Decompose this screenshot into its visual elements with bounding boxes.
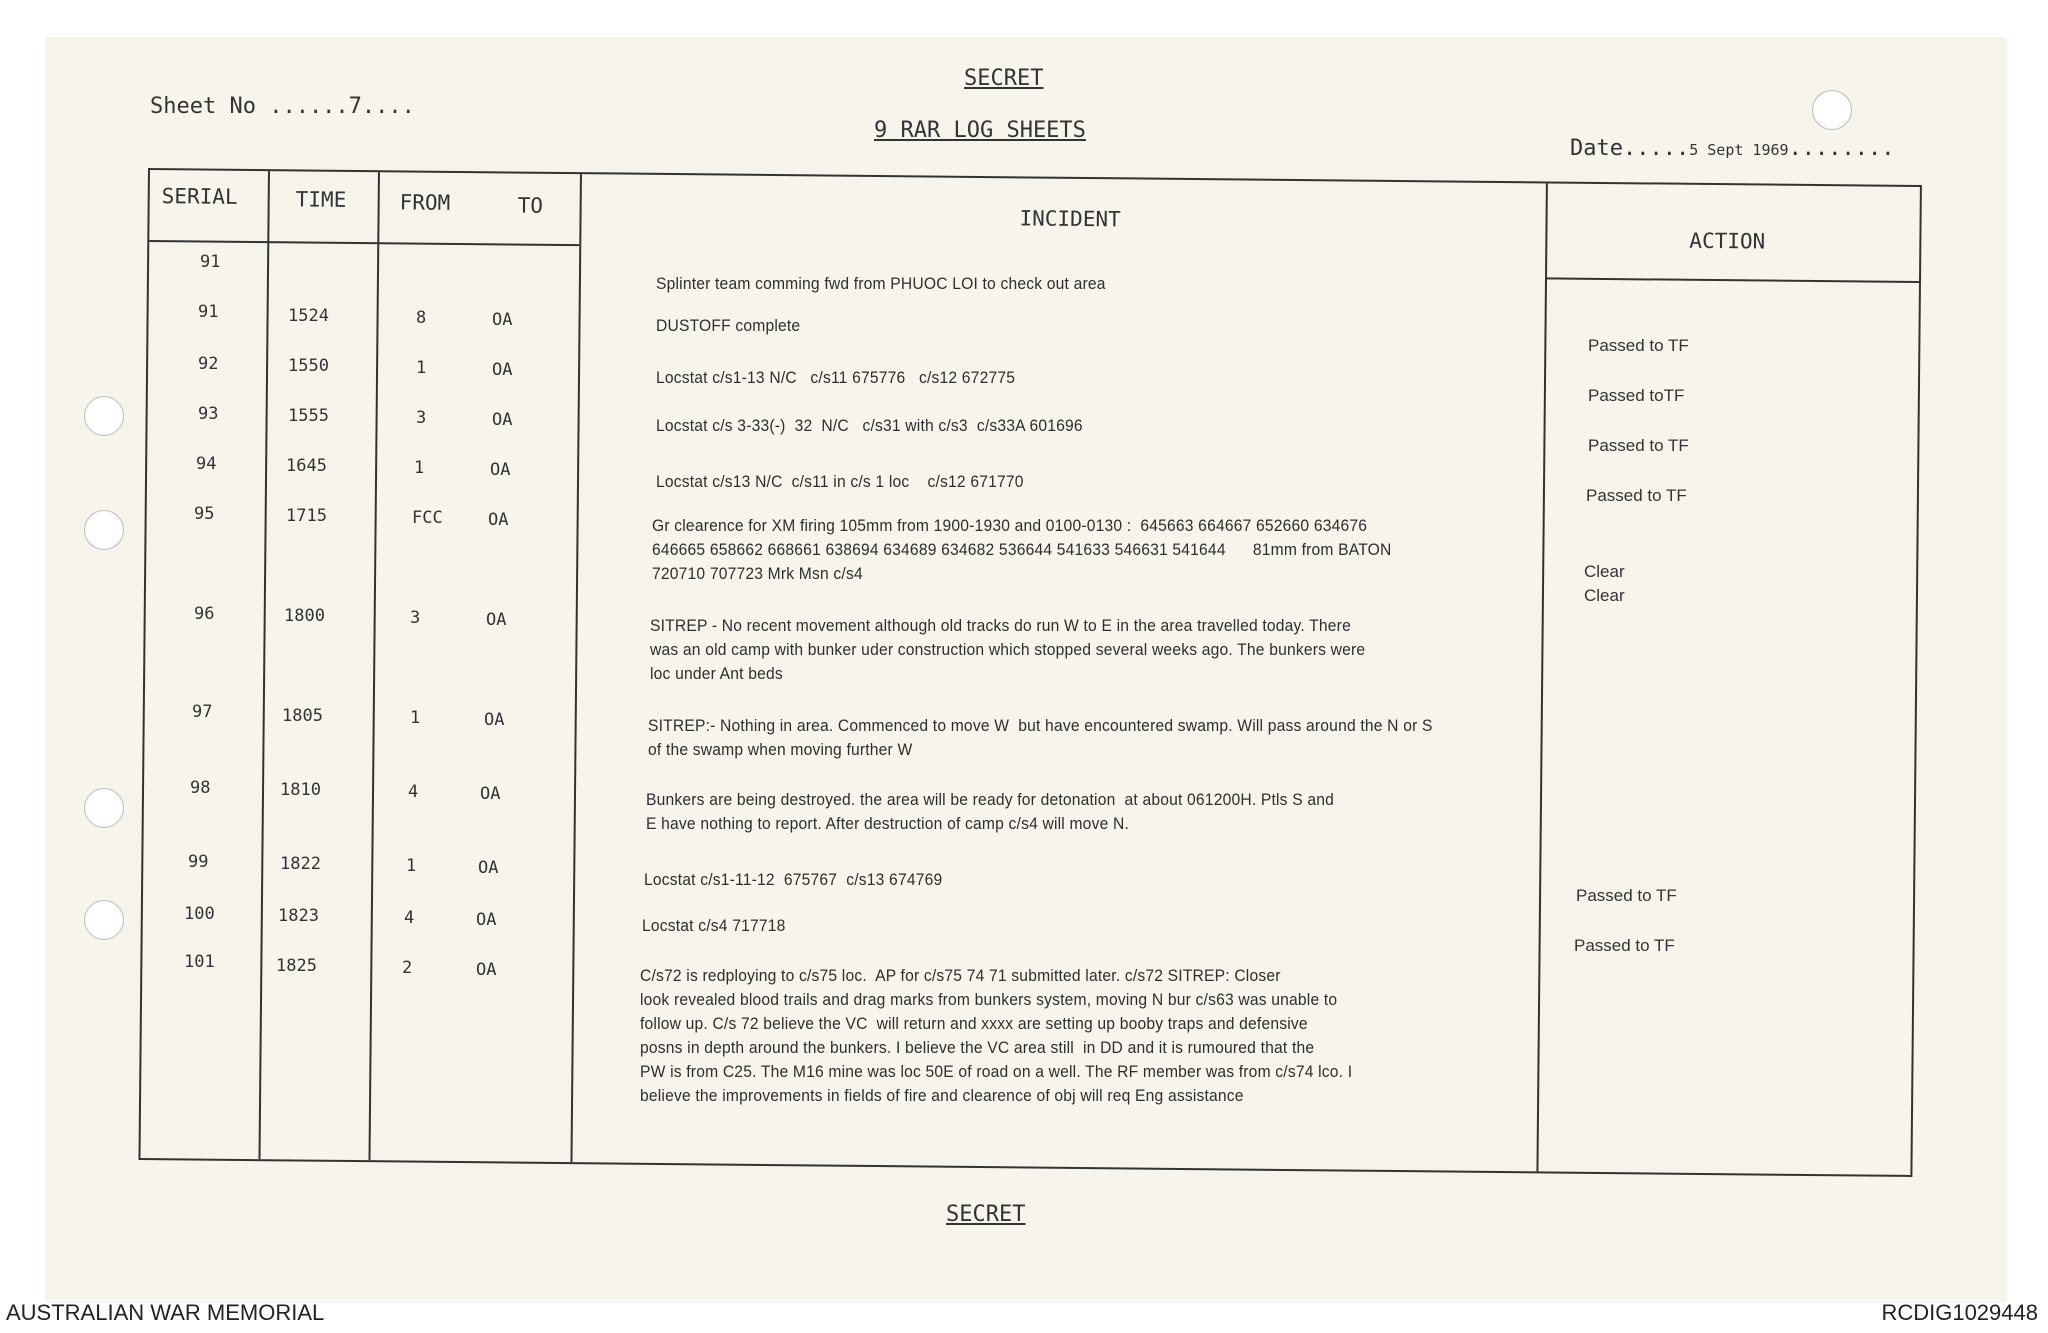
incident-cell: Locstat c/s1-11-12 675767 c/s13 674769	[644, 870, 943, 889]
to-cell: OA	[476, 960, 497, 980]
serial-cell: 98	[190, 778, 211, 798]
time-cell: 1550	[288, 356, 329, 376]
action-cell: Passed to TF	[1574, 936, 1675, 955]
sheet-number: Sheet No ......7....	[150, 94, 415, 119]
incident-cell: Bunkers are being destroyed. the area will be ready for detonation at about 061200H. Ptls S and E have nothing to report. After destruction of camp c/s4 will move N.	[646, 790, 1335, 833]
incident-cell: Splinter team comming fwd from PHUOC LOI to check out area	[656, 274, 1106, 293]
page-title: 9 RAR LOG SHEETS	[874, 118, 1086, 143]
time-cell: 1805	[282, 706, 323, 726]
time-cell: 1822	[280, 854, 321, 874]
serial-cell: 94	[196, 454, 217, 474]
time-cell: 1810	[280, 780, 321, 800]
archive-credit: AUSTRALIAN WAR MEMORIAL	[6, 1300, 325, 1325]
col-header-serial: SERIAL	[161, 184, 238, 209]
to-cell: OA	[488, 510, 509, 530]
incident-cell: DUSTOFF complete	[656, 316, 801, 335]
time-cell: 1555	[288, 406, 329, 426]
from-cell: 3	[416, 408, 427, 428]
time-cell: 1715	[286, 506, 327, 526]
to-cell: OA	[490, 460, 511, 480]
from-cell: 3	[410, 608, 421, 628]
serial-cell: 91	[200, 252, 221, 272]
secret-marking-bottom: SECRET	[946, 1202, 1026, 1227]
incident-cell: Gr clearence for XM firing 105mm from 1900-1930 and 0100-0130 : 645663 664667 652660 634676 646665 658662 668661 638694 634689 634682 536644 541633 546631 541644 81mm from BATON 720710 707723 Mrk Msn c/s4	[652, 516, 1392, 583]
punch-hole	[84, 788, 124, 828]
from-cell: 1	[416, 358, 427, 378]
date-value: 5 Sept 1969	[1689, 141, 1789, 159]
time-cell: 1823	[278, 906, 319, 926]
time-cell: 1524	[288, 306, 329, 326]
serial-cell: 99	[188, 852, 209, 872]
punch-hole	[1812, 90, 1852, 130]
action-cell: Clear Clear	[1584, 562, 1625, 605]
action-cell: Passed toTF	[1588, 386, 1685, 405]
from-cell: 1	[414, 458, 425, 478]
from-cell: FCC	[412, 508, 443, 528]
col-header-to: TO	[517, 193, 544, 218]
time-cell: 1645	[286, 456, 327, 476]
col-header-action: ACTION	[1689, 228, 1766, 254]
from-cell: 4	[408, 782, 419, 802]
to-cell: OA	[486, 610, 507, 630]
incident-cell: Locstat c/s1-13 N/C c/s11 675776 c/s12 672775	[656, 368, 1016, 387]
serial-cell: 97	[192, 702, 213, 722]
incident-cell: SITREP - No recent movement although old tracks do run W to E in the area travelled today. There was an old camp with bunker uder construction which stopped several weeks ago. The bunkers were loc under Ant beds	[650, 616, 1366, 683]
to-cell: OA	[476, 910, 497, 930]
from-cell: 4	[404, 908, 415, 928]
date-label: Date.....	[1570, 136, 1690, 161]
incident-cell: Locstat c/s 3-33(-) 32 N/C c/s31 with c/s3 c/s33A 601696	[656, 416, 1083, 435]
from-cell: 2	[402, 958, 413, 978]
punch-hole	[84, 900, 124, 940]
to-cell: OA	[484, 710, 505, 730]
to-cell: OA	[478, 858, 499, 878]
to-cell: OA	[492, 360, 513, 380]
action-cell: Passed to TF	[1576, 886, 1677, 905]
serial-cell: 100	[184, 904, 215, 924]
archive-reference: RCDIG1029448	[1881, 1300, 2038, 1325]
serial-cell: 96	[194, 604, 215, 624]
serial-cell: 92	[198, 354, 219, 374]
serial-cell: 95	[194, 504, 215, 524]
time-cell: 1825	[276, 956, 317, 976]
serial-cell: 91	[198, 302, 219, 322]
to-cell: OA	[480, 784, 501, 804]
action-cell: Passed to TF	[1588, 336, 1689, 355]
incident-cell: C/s72 is redploying to c/s75 loc. AP for c/s75 74 71 submitted later. c/s72 SITREP: Closer look revealed blood trails and drag marks from bunkers system, moving N bur c/s63 was unable to follow up. C/s 72 believe the VC will return and xxxx are setting up booby traps and defensive posns in depth around the bunkers. I believe the VC area still in DD and it is rumoured that the PW is from C25. The M16 mine was loc 50E of road on a well. The RF member was from c/s74 lco. I believe the improvements in fields of fire and clearence of obj will req Eng assistance	[640, 966, 1353, 1105]
from-cell: 1	[410, 708, 421, 728]
date-field	[1570, 136, 1895, 161]
col-header-time: TIME	[295, 187, 347, 212]
to-cell: OA	[492, 410, 513, 430]
time-cell: 1800	[284, 606, 325, 626]
col-header-incident: INCIDENT	[1019, 206, 1121, 232]
incident-cell: Locstat c/s13 N/C c/s11 in c/s 1 loc c/s12 671770	[656, 472, 1024, 491]
serial-cell: 93	[198, 404, 219, 424]
from-cell: 1	[406, 856, 417, 876]
col-header-from: FROM	[399, 190, 451, 215]
secret-marking-top: SECRET	[964, 66, 1044, 91]
incident-cell: Locstat c/s4 717718	[642, 916, 786, 935]
incident-cell: SITREP:- Nothing in area. Commenced to move W but have encountered swamp. Will pass around the N or S of the swamp when moving further W	[648, 716, 1433, 759]
from-cell: 8	[416, 308, 427, 328]
punch-hole	[84, 396, 124, 436]
punch-hole	[84, 510, 124, 550]
action-cell: Passed to TF	[1586, 486, 1687, 505]
action-cell: Passed to TF	[1588, 436, 1689, 455]
serial-cell: 101	[184, 952, 215, 972]
date-dots: ........	[1788, 136, 1895, 161]
to-cell: OA	[492, 310, 513, 330]
